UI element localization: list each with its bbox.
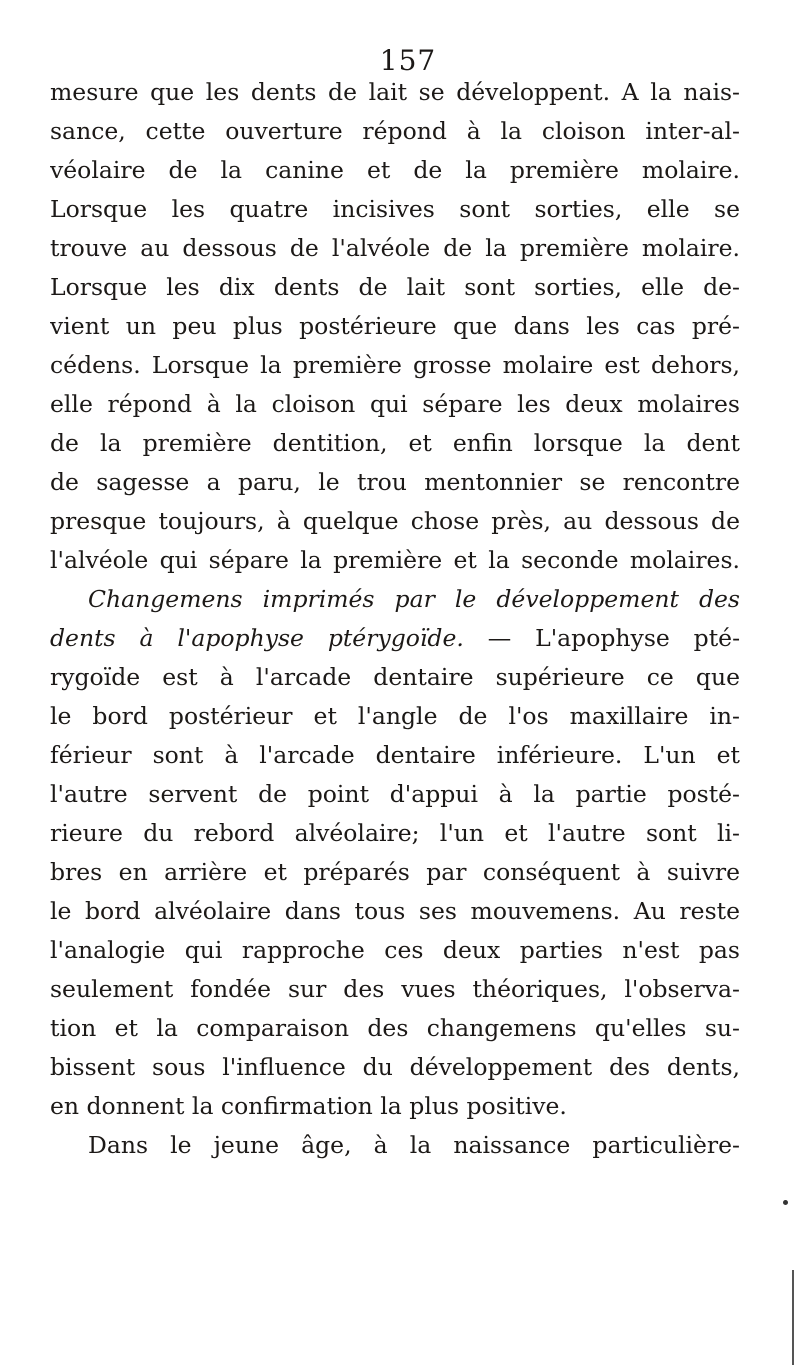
- text-line: Lorsque les quatre incisives sont sorties, elle se: [50, 195, 740, 223]
- page-edge-line: [792, 1270, 794, 1365]
- text-line: l'alvéole qui sépare la première et la seconde molaires.: [50, 546, 740, 574]
- margin-dot: [783, 1200, 788, 1205]
- page-number: 157: [379, 44, 437, 77]
- text-line: Dans le jeune âge, à la naissance particulière-: [88, 1131, 740, 1159]
- text-line: presque toujours, à quelque chose près, au dessous de: [50, 507, 740, 535]
- text-line: l'analogie qui rapproche ces deux parties n'est pas: [50, 936, 740, 964]
- text-line: Lorsque les dix dents de lait sont sorties, elle de-: [50, 273, 740, 301]
- text-line: le bord postérieur et l'angle de l'os maxillaire in-: [50, 702, 740, 730]
- section-heading-line: [50, 619, 740, 658]
- text-line: elle répond à la cloison qui sépare les deux molaires: [50, 390, 740, 418]
- text-line: véolaire de la canine et de la première molaire.: [50, 156, 740, 184]
- text-line: mesure que les dents de lait se développent. A la nais-: [50, 78, 740, 106]
- text-line: trouve au dessous de l'alvéole de la première molaire.: [50, 234, 740, 262]
- text-line: cédens. Lorsque la première grosse molaire est dehors,: [50, 351, 740, 379]
- text-line: rygoïde est à l'arcade dentaire supérieure ce que: [50, 663, 740, 691]
- section-heading-line: Changemens imprimés par le développement des: [88, 585, 740, 613]
- text-line: bissent sous l'influence du développement des dents,: [50, 1053, 740, 1081]
- text-line: sance, cette ouverture répond à la cloison inter-al-: [50, 117, 740, 145]
- text-line: seulement fondée sur des vues théoriques, l'observa-: [50, 975, 740, 1003]
- text-line: bres en arrière et préparés par conséquent à suivre: [50, 858, 740, 886]
- text-line: de la première dentition, et enfin lorsque la dent: [50, 429, 740, 457]
- margin-marks: [790, 1200, 796, 1360]
- text-line: en donnent la confirmation la plus positive.: [50, 1092, 567, 1120]
- text-line: férieur sont à l'arcade dentaire inférieure. L'un et: [50, 741, 740, 769]
- text-line: rieure du rebord alvéolaire; l'un et l'autre sont li-: [50, 819, 740, 847]
- section-heading-rest: — L'apophyse pté-: [463, 624, 740, 652]
- text-line: l'autre servent de point d'appui à la partie posté-: [50, 780, 740, 808]
- text-line: de sagesse a paru, le trou mentonnier se rencontre: [50, 468, 740, 496]
- section-heading-italic: dents à l'apophyse ptérygoïde.: [50, 624, 464, 652]
- body-text: [50, 73, 740, 1165]
- text-line: vient un peu plus postérieure que dans les cas pré-: [50, 312, 740, 340]
- text-line: le bord alvéolaire dans tous ses mouvemens. Au reste: [50, 897, 740, 925]
- text-line: tion et la comparaison des changemens qu'elles su-: [50, 1014, 740, 1042]
